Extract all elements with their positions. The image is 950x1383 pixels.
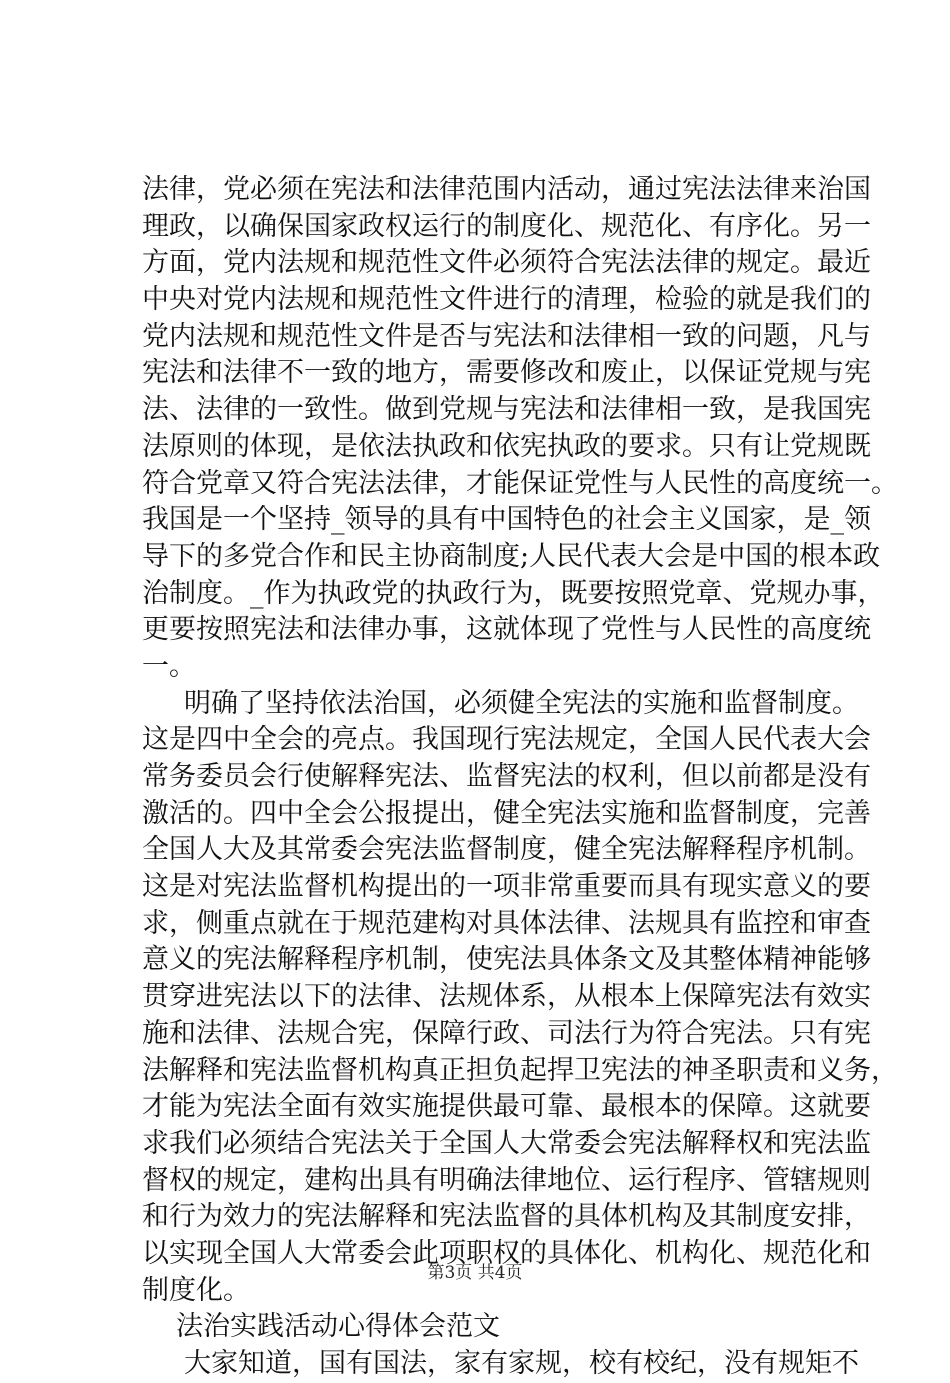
text-line: 这是对宪法监督机构提出的一项非常重要而具有现实意义的要 — [142, 871, 871, 903]
text-line: 治制度。_作为执政党的执政行为，既要按照党章、党规办事， — [142, 577, 885, 609]
text-line: 常务委员会行使解释宪法、监督宪法的权利，但以前都是没有 — [142, 761, 871, 792]
text-line: 这是四中全会的亮点。我国现行宪法规定，全国人民代表大会 — [142, 724, 871, 756]
text-line: 我国是一个坚持_领导的具有中国特色的社会主义国家，是_领 — [142, 504, 871, 536]
text-line: 求，侧重点就在于规范建构对具体法律、法规具有监控和审查 — [142, 907, 871, 939]
text-line: 法律，党必须在宪法和法律范围内活动，通过宪法法律来治国 — [142, 174, 871, 205]
text-line: 才能为宪法全面有效实施提供最可靠、最根本的保障。这就要 — [142, 1091, 871, 1123]
text-line: 党内法规和规范性文件是否与宪法和法律相一致的问题，凡与 — [142, 320, 871, 352]
text-line: 意义的宪法解释程序机制，使宪法具体条文及其整体精神能够 — [142, 944, 871, 976]
text-line: 法、法律的一致性。做到党规与宪法和法律相一致，是我国宪 — [142, 394, 871, 426]
section-title: 法治实践活动心得体会范文 — [176, 1311, 500, 1343]
text-line: 法解释和宪法监督机构真正担负起捍卫宪法的神圣职责和义务， — [142, 1054, 898, 1086]
text-line: 激活的。四中全会公报提出，健全宪法实施和监督制度，完善 — [142, 797, 871, 829]
text-line: 更要按照宪法和法律办事，这就体现了党性与人民性的高度统 — [142, 614, 871, 646]
text-line: 贯穿进宪法以下的法律、法规体系，从根本上保障宪法有效实 — [142, 981, 871, 1013]
page-number-footer: 第3页 共4页 — [427, 1263, 523, 1283]
text-line: 理政，以确保国家政权运行的制度化、规范化、有序化。另一 — [142, 210, 871, 242]
paragraph-start-line: 明确了坚持依法治国，必须健全宪法的实施和监督制度。 — [184, 687, 859, 719]
text-line: 宪法和法律不一致的地方，需要修改和废止，以保证党规与宪 — [142, 357, 871, 389]
text-line: 符合党章又符合宪法法律，才能保证党性与人民性的高度统一。 — [142, 467, 898, 499]
text-line: 和行为效力的宪法解释和宪法监督的具体机构及其制度安排， — [142, 1201, 871, 1233]
text-line: 一。 — [142, 650, 196, 682]
text-line: 督权的规定，建构出具有明确法律地位、运行程序、管辖规则 — [142, 1164, 871, 1196]
text-line: 法原则的体现，是依法执政和依宪执政的要求。只有让党规既 — [142, 430, 871, 462]
text-line: 方面，党内法规和规范性文件必须符合宪法法律的规定。最近 — [142, 247, 871, 279]
paragraph-start-line: 大家知道，国有国法，家有家规，校有校纪，没有规矩不 — [184, 1348, 859, 1379]
text-line: 以实现全国人大常委会此项职权的具体化、机构化、规范化和 — [142, 1237, 871, 1269]
text-line: 制度化。 — [142, 1274, 250, 1306]
text-line: 施和法律、法规合宪，保障行政、司法行为符合宪法。只有宪 — [142, 1017, 871, 1049]
text-line: 求我们必须结合宪法关于全国人大常委会宪法解释权和宪法监 — [142, 1127, 871, 1159]
text-line: 中央对党内法规和规范性文件进行的清理，检验的就是我们的 — [142, 284, 871, 316]
body-text — [142, 172, 898, 1383]
text-line: 导下的多党合作和民主协商制度;人民代表大会是中国的根本政 — [142, 540, 881, 572]
text-line: 全国人大及其常委会宪法监督制度，健全宪法解释程序机制。 — [142, 834, 871, 866]
